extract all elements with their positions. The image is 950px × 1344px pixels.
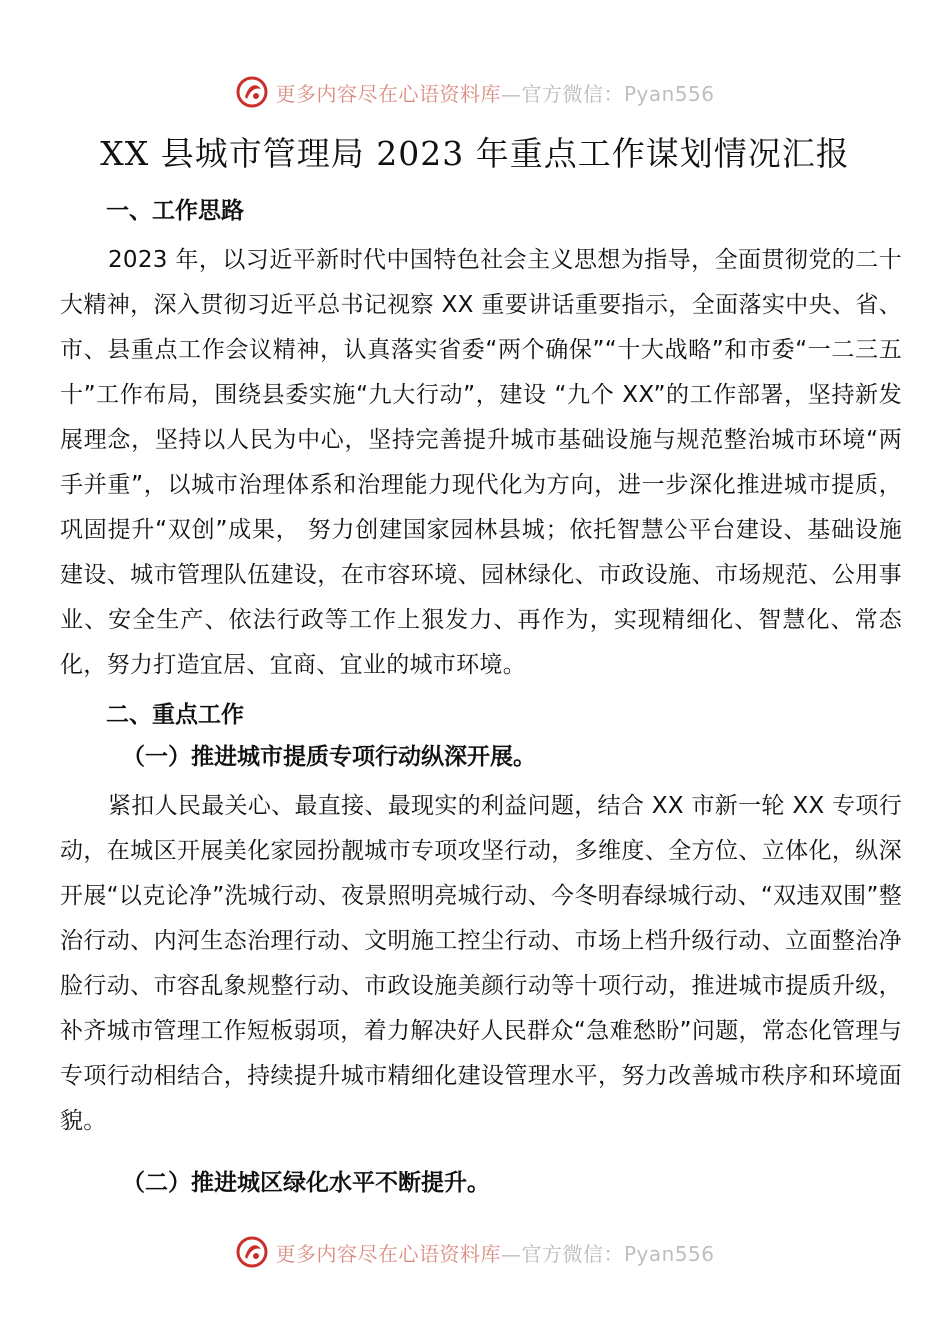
section2-sub1-paragraph: 紧扣人民最关心、最直接、最现实的利益问题，结合 XX 市新一轮 XX 专项行动，在城区开展美化家园扮靓城市专项攻坚行动，多维度、全方位、立体化，纵深开展“以克论净”洗城行动、夜景照明亮城行动、今冬明春绿城行动、“双违双围”整治行动、内河生态治理行动、文明施工控尘行动、市场上档升级行动、立面整治净脸行动、市容乱象规整行动、市政设施美颜行动等十项行动，推进城市提质升级，补齐城市管理工作短板弱项，着力解决好人民群众“急难愁盼”问题，常态化管理与专项行动相结合，持续提升城市精细化建设管理水平，努力改善城市秩序和环境面貌。 [60,793,902,1134]
section2-heading: 二、重点工作 [106,702,244,728]
watermark-dash: — [500,81,522,106]
watermark-id: Pyan556 [623,81,715,106]
watermark-header [0,72,950,112]
watermark-sub: 官方微信： [521,1241,624,1266]
document-title: XX 县城市管理局 2023 年重点工作谋划情况汇报 [100,134,850,173]
watermark-main: 更多内容尽在心语资料库 [275,1241,501,1266]
logo-icon [235,75,269,109]
section1-paragraph: 2023 年，以习近平新时代中国特色社会主义思想为指导，全面贯彻党的二十大精神，深入贯彻习近平总书记视察 XX 重要讲话重要指示，全面落实中央、省、市、县重点工作会议精神，认真落实省委“两个确保”“十大战略”和市委“一二三五十”工作布局，围绕县委实施“九大行动”，建设 “九个 XX”的工作部署，坚持新发展理念，坚持以人民为中心，坚持完善提升城市基础设施与规范整治城市环境“两手并重”，以城市治理体系和治理能力现代化为方向，进一步深化推进城市提质，巩固提升“双创”成果， 努力创建国家园林县城；依托智慧公平台建设、基础设施建设、城市管理队伍建设，在市容环境、园林绿化、市政设施、市场规范、公用事业、安全生产、依法行政等工作上狠发力、再作为，实现精细化、智慧化、常态化，努力打造宜居、宜商、宜业的城市环境。 [60,247,902,678]
section2-sub2-heading: （二）推进城区绿化水平不断提升。 [122,1170,490,1196]
watermark-dash: — [500,1241,522,1266]
watermark-sub: 官方微信： [521,81,624,106]
section1-heading: 一、工作思路 [106,198,244,224]
watermark-text [275,78,714,107]
section2-sub1-heading: （一）推进城市提质专项行动纵深开展。 [122,744,536,770]
watermark-main: 更多内容尽在心语资料库 [275,81,501,106]
watermark-text [275,1238,714,1267]
watermark-footer [0,1232,950,1272]
document-body [60,190,902,1204]
logo-icon [235,1235,269,1269]
watermark-id: Pyan556 [623,1241,715,1266]
